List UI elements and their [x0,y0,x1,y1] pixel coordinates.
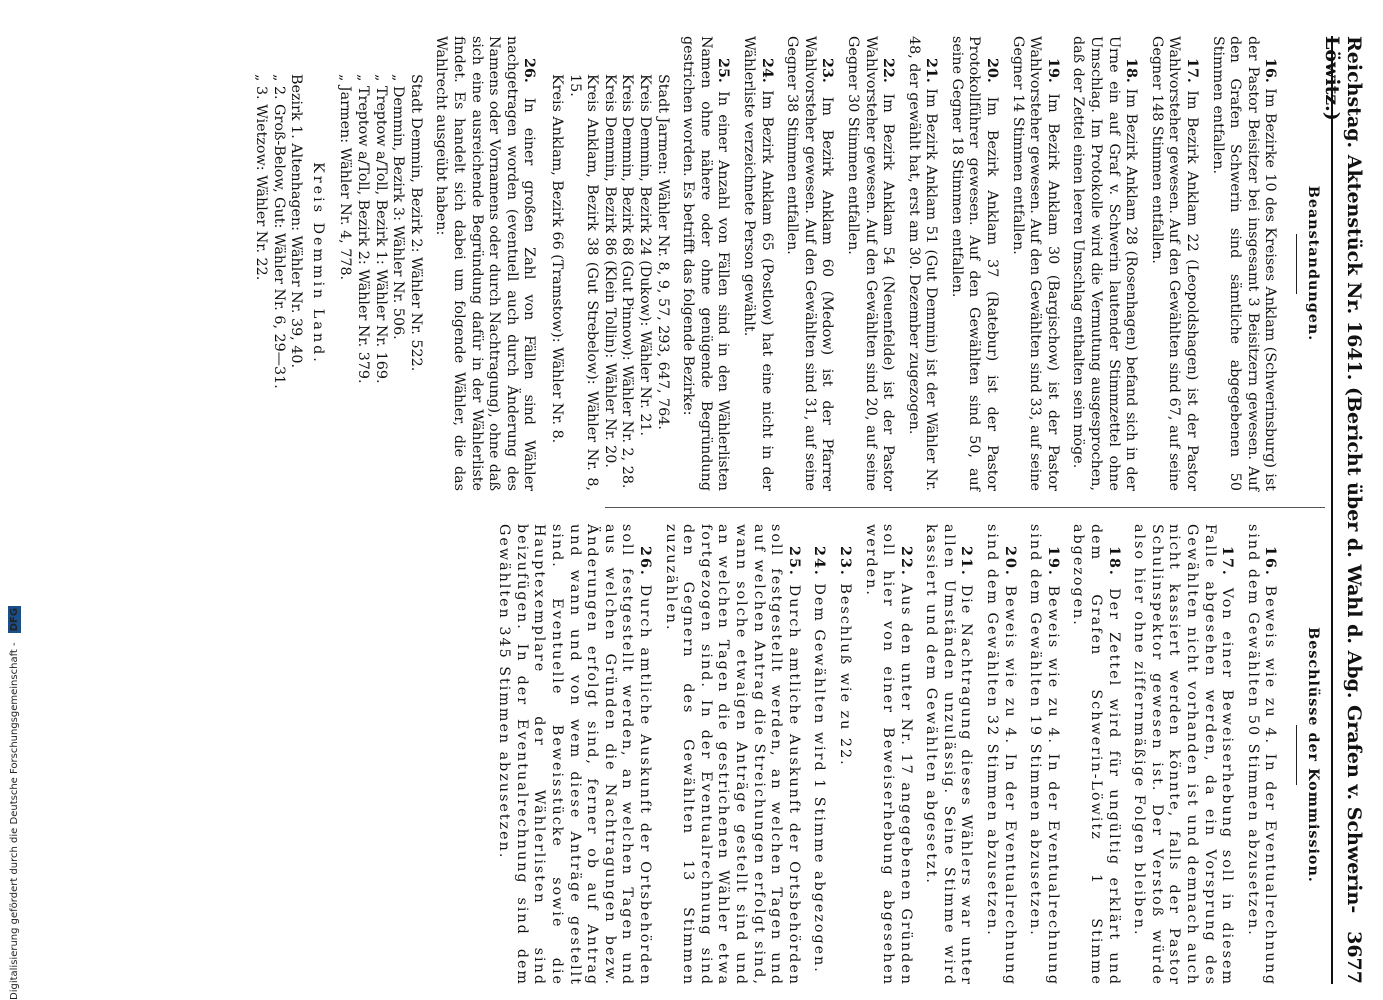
paragraph [783,36,836,491]
paragraph [1008,36,1061,491]
dfg-logo: DFG [9,607,20,632]
paragraph-text: Im Bezirk Anklam 37 (Ratebur) ist der Pastor Protokollführer gewesen. Auf den Gewählten sind 50, auf seine Gegner 18 Stimmen entfallen. [948,36,1001,491]
paragraph-text: Im Bezirk Anklam 22 (Leopoldshagen) ist der Pastor Wahlvorsteher gewesen. Auf den Gewählten sind 67, auf seine Gegner 148 Stimmen entfallen. [1148,36,1201,491]
paragraph-number: 26. [637,546,653,577]
paragraph [661,524,802,986]
page-number: 3677 [1343,931,1365,984]
header-rule [1331,36,1333,984]
paragraph-text: Beweis wie zu 4. In der Eventualrechnung sind dem Gewählten 50 Stimmen abzusetzen. [1244,524,1279,986]
paragraph [947,36,1000,491]
paragraph-number: 22. [880,58,897,83]
paragraph-text: Beweis wie zu 4. In der Eventualrechnung sind dem Gewählten 19 Stimmen abzusetzen. [1027,524,1061,986]
paragraph [1208,36,1278,491]
kreis-title: Kreis Demmin Land. [309,162,326,365]
paragraph [983,524,1018,986]
paragraph [1069,36,1139,491]
paragraph-number: 25. [785,546,802,577]
header-title: Reichstag. Aktenstück Nr. 1641. (Bericht über d. Wahl d. Abg. Grafen v. Schwerin-Löwitz.) [1321,36,1365,914]
paragraph [835,524,853,986]
paragraph-number: 20. [1001,546,1018,577]
voter-entry: „ Treptow a/Toll, Bezirk 1: Wähler Nr. 169. [372,74,389,384]
paragraph [432,36,538,491]
paragraph-text: Der Zettel wird für ungültig erklärt und dem Grafen Schwerin-Löwitz 1 Stimme abgezogen. [1070,524,1122,986]
paragraph-text: Dem Gewählten wird 1 Stimme abgezogen. [811,583,828,974]
voter-entry: „ Demmin, Bezirk 3: Wähler Nr. 506. [390,74,407,340]
paragraph [810,524,828,986]
district-entry: Kreis Demmin, Bezirk 68 (Gut Pinnow): Wähler Nr. 2, 28. [619,74,636,489]
voter-entry: Bezirk 1. Altenhagen: Wähler Nr. 39, 40. [288,74,305,369]
right-column-title: Beschlüsse der Kommission. [1305,627,1321,883]
paragraph [495,524,653,986]
paragraph [1147,36,1200,491]
voter-entry: „ Treptow a/Toll, Bezirk 2: Wähler Nr. 379. [355,74,372,384]
paragraph-text: Aus den unter Nr. 17 angegebenen Gründen soll hier von einer Beweiserhebung abgesehen werden. [862,524,914,986]
paragraph-number: 23. [819,58,836,83]
district-entry: Kreis Demmin, Bezirk 86 (Klein Tollin): Wähler Nr. 20. [601,74,618,468]
voter-entry: Stadt Demmin, Bezirk 2: Wähler Nr. 522. [407,74,424,372]
column-divider [605,507,1325,508]
page-header [1321,36,1369,984]
paragraph [843,36,896,491]
paragraph-number: 17. [1219,546,1236,577]
district-entry: Stadt Jarmen: Wähler Nr. 8, 9, 57, 293, 647, 764. [654,74,671,430]
spacer [537,36,547,491]
voter-entry: „ 3. Wietzow: Wähler Nr. 22. [253,74,270,281]
paragraph [861,524,914,986]
paragraph-number: 16. [1262,58,1279,83]
paragraph-number: 22. [897,546,914,577]
paragraph-number: 25. [715,58,732,83]
left-column-title: Beanstandungen. [1305,185,1321,342]
paragraph-text: Durch amtliche Auskunft der Ortsbehörden soll festgestellt werden, an welchen Tagen und aus welchen Gründen die Nachtragungen bezw. Änderungen erfolgt sind, ferner ob auf Antrag und wann und von wem diese Anträge gestellt sind. Eventuelle Beweisstücke sowie die Hauptexemplare der Wählerlisten sind beizufügen. In der Eventualrechnung sind dem Gewählten 345 Stimmen abzusetzen. [496,524,653,986]
paragraph-number: 21. [923,58,940,83]
paragraph-text: Im Bezirk Anklam 54 (Neuenfelde) ist der Pastor Wahlvorsteher gewesen. Auf den Gewählten sind 20, auf seine Gegner 30 Stimmen entfallen. [844,36,897,491]
left-column [252,36,1325,491]
paragraph-number: 17. [1184,58,1201,83]
paragraph [1026,524,1061,986]
paragraph-number: 20. [984,58,1001,83]
voter-entry: „ Jarmen: Wähler Nr. 4, 778. [337,74,354,281]
paragraph [922,524,975,986]
paragraph [1069,524,1122,986]
right-column [487,524,1325,986]
paragraph-number: 18. [1105,546,1122,577]
paragraph [1243,524,1278,986]
paragraph-number: 24. [811,546,828,577]
side-note [2,0,22,1000]
paragraph-text: Durch amtliche Auskunft der Ortsbehörden soll festgestellt werden, an welchen Tagen und auf welchen Antrag die Streichungen erfolgt sind, wann solche etwaigen Anträge gestellt sind und an welchen Tagen die gestrichenen Wähler etwa fortgezogen sind. In der Eventualrechnung sind den Gegnern des Gewählten 13 Stimmen zuzuzählen. [662,524,802,986]
paragraph-number: 19. [1044,58,1061,83]
paragraph [904,36,939,491]
paragraph-text: Im Bezirk Anklam 65 (Postlow) hat eine nicht in der Wählerliste verzeichnete Person gewählt. [740,36,775,492]
paragraph-text: Im Bezirk Anklam 28 (Rosenhagen) befand sich in der Urne ein auf Graf v. Schwerin lautender Stimmzettel ohne Umschlag. Im Protokolle wird die Vermutung ausgesprochen, daß der Zettel einen leeren Umschlag enthalten sein möge. [1070,36,1140,491]
paragraph-number: 21. [958,546,975,577]
voter-entry: „ 2. Groß-Below, Gut: Wähler Nr. 6, 29—31. [270,74,287,389]
paragraph [1130,524,1236,986]
paragraph-text: Von einer Beweiserhebung soll in diesem Falle abgesehen werden, da ein Vorsprung des Gewählten nicht vorhanden ist und demnach auch nicht kassiert werden könnte, falls der Pastor Schulinspektor gewesen ist. Der Verstoß würde also hier ohne ziffernmäßige Folgen bleiben. [1131,524,1236,986]
paragraph-text: Im Bezirk Anklam 60 (Medow) ist der Pfarrer Wahlvorsteher gewesen. Auf den Gewählten sind 31, auf seine Gegner 38 Stimmen entfallen. [784,36,836,491]
paragraph-text: In einer großen Zahl von Fällen sind Wähler nachgetragen worden (eventuell auch durch Änderung des Namens oder Vornamens oder durch Nachtragung), ohne daß sich eine ausreichende Begründung dafür in der Wählerliste findet. Es handelt sich dabei um folgende Wähler, die das Wahlrecht ausgeübt haben: [433,36,538,491]
paragraph [739,36,774,491]
paragraph-number: 16. [1262,546,1279,577]
paragraph-number: 19. [1044,546,1061,577]
paragraph-text: In einer Anzahl von Fällen sind in den Wählerlisten Namen ohne nähere oder ohne genügende Begründung gestrichen worden. Es betrifft das folgende Bezirke: [680,36,732,491]
paragraph [679,36,732,491]
title-separator [1296,725,1297,785]
paragraph-text: Beweis wie zu 4. In der Eventualrechnung sind dem Gewählten 32 Stimmen abzusetzen. [984,524,1018,986]
paragraph-number: 18. [1123,58,1140,83]
district-entry: Kreis Demmin, Bezirk 24 (Dukow): Wähler Nr. 21. [637,74,653,437]
funding-note: Digitalisierung gefördert durch die Deutsche Forschungsgemeinschaft - [9,642,20,1000]
paragraph-text: Beschluß wie zu 22. [836,583,853,767]
paragraph-text: Im Bezirk Anklam 51 (Gut Demmin) ist der Wähler Nr. 48, der gewählt hat, erst am 30. Dezember zugezogen. [905,36,940,491]
title-separator [1296,234,1297,294]
district-entry: Kreis Anklam, Bezirk 38 (Gut Strebelow): Wähler Nr. 8, 15. [566,74,601,491]
paragraph-number: 24. [758,58,775,83]
district-entry: Kreis Anklam, Bezirk 66 (Tramstow): Wähler Nr. 8. [549,74,566,444]
paragraph-text: Im Bezirke 10 des Kreises Anklam (Schwerinsburg) ist der Pastor Beisitzer bei insgesamt 3 Beisitzern gewesen. Auf den Grafen Schwerin sind sämtliche abgegebenen 50 Stimmen entfallen. [1209,36,1279,492]
paragraph-text: Die Nachtragung dieses Wählers war unter allen Umständen unzulässig. Seine Stimme wird kassiert und dem Gewählten abgesetzt. [923,524,975,986]
paragraph-text: Im Bezirk Anklam 30 (Bargischow) ist der Pastor Wahlvorsteher gewesen. Auf den Gewählten sind 33, auf seine Gegner 14 Stimmen entfallen. [1009,36,1061,491]
paragraph-number: 23. [836,546,853,577]
paragraph-number: 26. [521,58,538,83]
